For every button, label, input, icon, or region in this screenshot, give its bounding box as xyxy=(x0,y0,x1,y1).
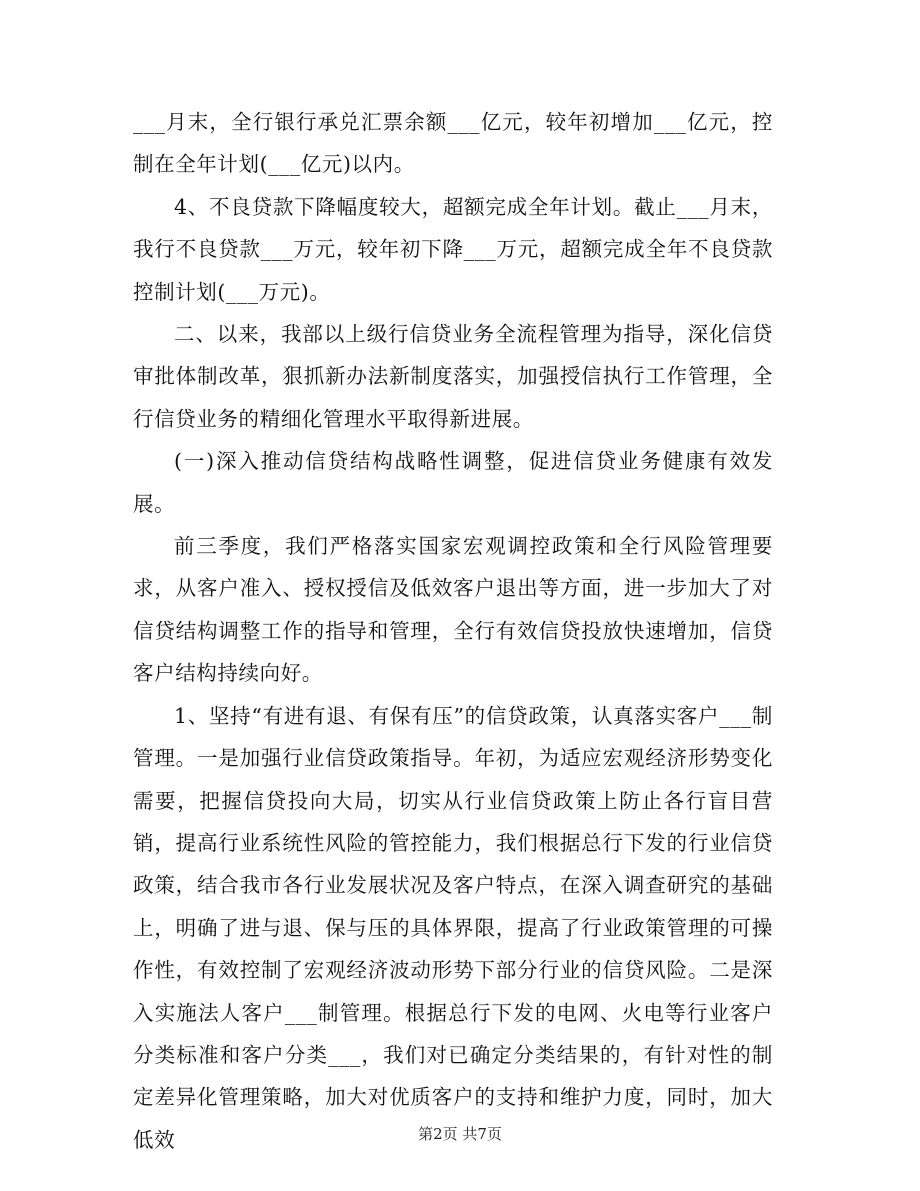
paragraph-section-two: 二、以来，我部以上级行信贷业务全流程管理为指导，深化信贷审批体制改革，狠抓新办法新制度落实，加强授信执行工作管理，全行信贷业务的精细化管理水平取得新进展。 xyxy=(133,322,773,431)
page-number: 第2页 共7页 xyxy=(418,1125,502,1143)
paragraph-heading-one: (一)深入推动信贷结构战略性调整，促进信贷业务健康有效发展。 xyxy=(133,449,773,516)
paragraph-nonperforming-loans: 4、不良贷款下降幅度较大，超额完成全年计划。截止___月末，我行不良贷款___万元，较年初下降___万元，超额完成全年不良贷款控制计划(___万元)。 xyxy=(133,194,773,304)
document-body xyxy=(133,101,773,1161)
paragraph-bank-acceptance: ___月末，全行银行承兑汇票余额___亿元，较年初增加___亿元，控制在全年计划(___亿元)以内。 xyxy=(133,110,773,177)
paragraph-credit-policy: 1、坚持“有进有退、有保有压”的信贷政策，认真落实客户___制管理。一是加强行业信贷政策指导。年初，为适应宏观经济形势变化需要，把握信贷投向大局，切实从行业信贷政策上防止各行盲目营销，提高行业系统性风险的管控能力，我们根据总行下发的行业信贷政策，结合我市各行业发展状况及客户特点，在深入调查研究的基础上，明确了进与退、保与压的具体界限，提高了行业政策管理的可操作性，有效控制了宏观经济波动形势下部分行业的信贷风险。二是深入实施法人客户___制管理。根据总行下发的电网、火电等行业客户分类标准和客户分类___，我们对已确定分类结果的，有针对性的制定差异化管理策略，加大对优质客户的支持和维护力度，同时，加大低效 xyxy=(133,703,773,1152)
paragraph-first-three-quarters: 前三季度，我们严格落实国家宏观调控政策和全行风险管理要求，从客户准入、授权授信及低效客户退出等方面，进一步加大了对信贷结构调整工作的指导和管理，全行有效信贷投放快速增加，信贷客户结构持续向好。 xyxy=(133,534,773,686)
